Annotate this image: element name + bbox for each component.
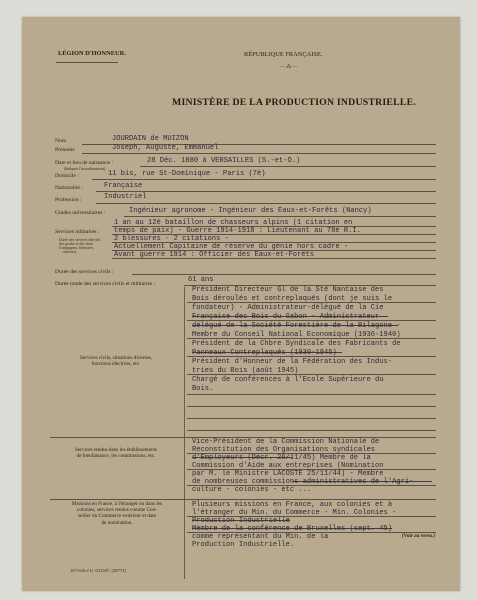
militaires-rule-1 [112,226,436,227]
bienfaisance-label-1: Services rendus dans les établissements [74,447,158,453]
civils-line-10: tries du Bois (août 1945) [192,367,299,375]
civils-line-5: délégué de la Société Forestière de la Bilagone - [192,322,401,330]
bienfaisance-section-label [50,447,182,459]
civils-rule-b [187,320,436,321]
profession-label: Profession : [55,197,82,203]
domicile-label: Domicile : [55,173,79,179]
prenoms-value: Joseph, Auguste, Emmanuel [112,144,219,152]
civils-line-3: fondateur) - Administrateur-délégué de la Cie [192,304,384,312]
republique-header: RÉPUBLIQUE FRANÇAISE. [244,51,323,58]
profession-value: Industriel [104,193,147,201]
naissance-value: 28 Déc. 1880 à VERSAILLES (S.-et-O.) [147,157,301,165]
section-divider-2 [50,499,436,500]
civils-line-1: Président Directeur Gl de la Sté Nantaise des [192,286,384,294]
strike-bienfaisance-6 [292,481,432,482]
bienfaisance-rule-b [187,469,436,470]
militaires-line-4: Actuellement Capitaine de réserve du génie hors cadre - [114,243,349,251]
missions-line-5: comme représentant du Min. de la [192,533,329,541]
missions-rule-a [187,516,436,517]
missions-line-4: Membre de la conférence de Bruxelles (sept. 45) [192,525,393,533]
nationalite-value: Française [104,182,143,190]
bienfaisance-line-6: de nombreuses commissions administratives de l'Agri- [192,478,414,486]
header-left-underline [56,62,118,63]
strike-missions-4 [192,528,392,529]
bienfaisance-label-2: de bienfaisance, les commissions, etc. [76,453,156,460]
form-sheet [22,17,460,591]
domicile-line [92,179,436,180]
strike-civils-8 [192,352,342,353]
bienfaisance-line-2: Reconstitution des Organisations syndicales [192,446,376,454]
civils-line-7: Président de la Chbre Syndicale des Fabricants de [192,340,401,348]
strike-missions-3 [192,520,290,521]
bienfaisance-line-3: d'Employeurs (Décr. 26/11/45) Membre de la [192,454,371,462]
grades-line [124,216,436,217]
naissance-note: (Indiquer l'arrondissement) [64,167,106,171]
civils-line-2: Bois déroulés et contreplaqués (dont je suis le [192,295,393,303]
civils-duree-label: Durée des services civils : [55,269,114,275]
militaires-line-3: 2 blessures - 2 citations - [114,235,229,243]
grades-value: Ingénieur agronome - Ingénieur des Eaux-et-Forêts (Nancy) [129,207,372,215]
missions-rule-b [187,532,436,533]
missions-section-label [52,501,182,526]
civils-line-8: Panneaux Contreplaqués (1930-1945) [192,349,337,357]
missions-label-2: colonies, services rendus comme Con- [77,507,157,514]
militaires-line-1: 1 an au 12è bataillon de chasseurs alpins (1 citation en [114,219,353,227]
civils-rule-c [187,338,436,339]
missions-label-4: de nomination. [101,519,133,526]
missions-line-1: Plusieurs missions en France, aux colonies et à [192,501,393,509]
missions-line-3: Production Industrielle [192,517,290,525]
nationalite-label: Nationalité : [55,185,83,191]
civils-rule-a [187,302,436,303]
civils-line-6: Membre du Conseil National Economique (1936-1940) [192,331,401,339]
civils-line-12: Bois. [192,385,214,393]
civils-rule-d [187,356,436,357]
column-divider [184,287,185,579]
civils-line-4: Française des Bois du Gabon - Administrateur [192,313,380,321]
header-ornament: — ⁂ — [280,65,298,70]
domicile-value: 11 bis, rue St-Dominique - Paris (7è) [108,170,266,178]
militaires-rule-2 [112,234,436,235]
civils-line-9: Président d'Honneur de la Fédération des Indus- [192,358,393,366]
prenoms-label: Prénoms [55,147,75,153]
civils-rule-i [187,430,436,431]
civils-rule-g [187,406,436,407]
totale-label: Durée totale des services civils et militaires : [55,281,156,287]
nationalite-line [96,191,436,192]
profession-line [96,203,436,204]
prenoms-line [82,153,436,154]
missions-label-3: seiller du Commerce extérieur et date [78,513,156,520]
civils-duree-line [132,274,436,275]
militaires-note-4: citations) [62,250,77,254]
bienfaisance-line-5: par M. le Ministre LACOSTE 25/11/44) - Membre [192,470,384,478]
militaires-note-1: Durée des services effectifs [59,238,101,242]
ministry-title: MINISTÈRE DE LA PRODUCTION INDUSTRIELLE. [172,97,416,108]
missions-line-6: Production Industrielle. [192,541,295,549]
grades-label: Grades universitaires : [55,210,106,216]
footer-code: 107-616-J U. 631507. [28772] [70,568,127,573]
bienfaisance-line-4: Commission d'Aide aux entreprises (Nomination [192,462,384,470]
strike-civils-5 [192,325,398,326]
militaires-line-5: Avant guerre 1914 : Officier des Eaux-et-Forêts [114,251,315,259]
bienfaisance-rule-a [187,453,436,454]
voir-verso: (Voir au verso.) [402,534,435,539]
legion-honneur-header: LÉGION D'HONNEUR. [58,50,126,57]
nom-value: JOURDAIN de MUIZON [112,135,189,143]
militaires-note-3: (campagnes, blessures, [59,246,94,250]
civils-section-label [52,355,180,367]
naissance-label: Date et lieu de naissance : [55,160,114,166]
militaires-rule-5 [112,258,436,259]
civils-rule-e [187,374,436,375]
nom-label: Nom [55,138,67,144]
missions-label-1: Missions en France, à l'étranger ou dans les [71,501,163,507]
militaires-note-2: des grades et des titres [59,242,94,246]
civils-rule-f [187,394,436,395]
militaires-line-2: temps de paix) - Guerre 1914-1918 : Lieutenant au 78è R.I. [114,227,361,235]
civils-section-label-2: fonctions électives, etc. [91,361,141,368]
civils-rule-h [187,418,436,419]
civils-section-label-1: Services civils, situations diverses, [79,355,153,361]
totale-value: 61 ans [188,276,214,284]
missions-line-2: l'étranger du Min. du Commerce - Min. Colonies - [192,509,397,517]
strike-bienfaisance-3 [192,457,292,458]
militaires-rule-4 [112,250,436,251]
strike-civils-4 [192,316,388,317]
militaires-label: Services militaires : [55,229,100,235]
militaires-rule-3 [112,242,436,243]
bienfaisance-line-1: Vice-Président de la Commission Nationale de [192,438,380,446]
naissance-line [140,166,436,167]
civils-line-11: Chargé de conférences à l'Ecole Supérieure du [192,376,384,384]
bienfaisance-rule-c [187,485,436,486]
bienfaisance-line-7: culture - colonies - etc ... [192,486,312,494]
